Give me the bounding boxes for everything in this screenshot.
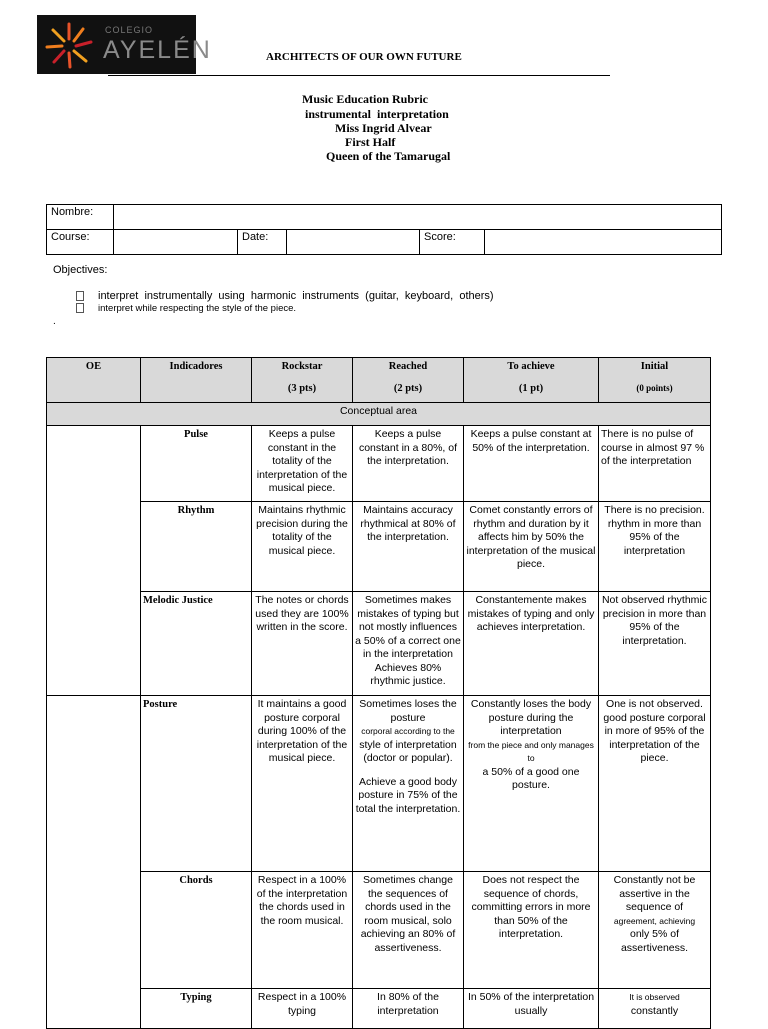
cell-reached: Maintains accuracy rhythmical at 80% of the interpretation.: [353, 502, 464, 592]
area-row: [47, 403, 711, 426]
objective-item: interpret instrumentally using harmonic instruments (guitar, keyboard, others): [76, 290, 494, 302]
score-field[interactable]: [485, 230, 722, 255]
cell-reached: Keeps a pulse constant in a 80%, of the interpretation.: [353, 426, 464, 502]
cell-initial: It is observed constantly: [599, 989, 711, 1029]
cell-initial: There is no precision. rhythm in more than 95% of the interpretation: [599, 502, 711, 592]
cell-to-achieve: Comet constantly errors of rhythm and duration by it affects him by 50% the interpretation of the musical piece.: [464, 502, 599, 592]
bullet-icon: [76, 291, 84, 301]
cell-to-achieve: Constantly loses the body posture during the interpretation from the piece and only manages to a 50% of a good one posture.: [464, 696, 599, 872]
area-label: Conceptual area: [47, 403, 711, 426]
header-to-achieve: To achieve (1 pt): [464, 358, 599, 403]
cell-initial: There is no pulse of course in almost 97 % of the interpretation: [599, 426, 711, 502]
indicator-posture: Posture: [141, 696, 252, 872]
table-row: [47, 426, 711, 502]
course-field[interactable]: [114, 230, 238, 255]
cell-rockstar: It maintains a good posture corporal during 100% of the interpretation of the musical piece.: [252, 696, 353, 872]
motto: ARCHITECTS OF OUR OWN FUTURE: [266, 51, 462, 63]
course-label: Course:: [47, 230, 114, 255]
logo-name: AYELÉN: [103, 36, 212, 64]
oe-cell: [47, 696, 141, 1029]
title-line-1: Music Education Rubric: [302, 92, 429, 106]
cell-reached: Sometimes makes mistakes of typing but not mostly influences a 50% of a correct one in the interpretation Achieves 80% rhythmic justice.: [353, 592, 464, 696]
title-line-3: Miss Ingrid Alvear: [335, 121, 432, 135]
header-initial: Initial (0 points): [599, 358, 711, 403]
header-rule: [108, 75, 610, 76]
logo-caption: COLEGIO: [105, 25, 154, 35]
date-label: Date:: [238, 230, 287, 255]
school-logo: [37, 15, 212, 74]
title-line-5: Queen of the Tamarugal: [326, 149, 451, 163]
sunburst-icon: [43, 20, 95, 70]
header-oe: OE: [47, 358, 141, 403]
rubric-table: [46, 357, 711, 1029]
cell-initial: Not observed rhythmic precision in more than 95% of the interpretation.: [599, 592, 711, 696]
header-rockstar: Rockstar (3 pts): [252, 358, 353, 403]
cell-reached: Sometimes loses the posture corporal according to the style of interpretation (doctor or popular). Achieve a good body posture in 75% of the total the interpretation.: [353, 696, 464, 872]
cell-initial: One is not observed. good posture corporal in more of 95% of the interpretation of the piece.: [599, 696, 711, 872]
objectives-label: Objectives:: [53, 264, 108, 276]
header-indicadores: Indicadores: [141, 358, 252, 403]
bullet-icon: [76, 303, 84, 313]
table-row: [47, 592, 711, 696]
student-info-table: [46, 204, 722, 255]
table-row: [47, 502, 711, 592]
cell-rockstar: Maintains rhythmic precision during the totality of the musical piece.: [252, 502, 353, 592]
oe-cell: [47, 426, 141, 696]
title-line-4: First Half: [345, 135, 396, 149]
header-reached: Reached (2 pts): [353, 358, 464, 403]
indicator-typing: Typing: [141, 989, 252, 1029]
cell-to-achieve: Does not respect the sequence of chords, committing errors in more than 50% of the interpretation.: [464, 872, 599, 989]
nombre-label: Nombre:: [47, 205, 114, 230]
table-row: [47, 696, 711, 872]
indicator-chords: Chords: [141, 872, 252, 989]
cell-reached: Sometimes change the sequences of chords used in the room musical, solo achieving an 80% of assertiveness.: [353, 872, 464, 989]
rubric-header-row: [47, 358, 711, 403]
cell-to-achieve: Constantemente makes mistakes of typing and only achieves interpretation.: [464, 592, 599, 696]
cell-rockstar: Respect in a 100% typing: [252, 989, 353, 1029]
table-row: [47, 872, 711, 989]
title-line-2: instrumental interpretation: [305, 107, 449, 121]
cell-initial: Constantly not be assertive in the sequence of agreement, achieving only 5% of assertiveness.: [599, 872, 711, 989]
cell-to-achieve: Keeps a pulse constant at 50% of the interpretation.: [464, 426, 599, 502]
score-label: Score:: [420, 230, 485, 255]
cell-to-achieve: In 50% of the interpretation usually: [464, 989, 599, 1029]
table-row: [47, 989, 711, 1029]
cell-reached: In 80% of the interpretation: [353, 989, 464, 1029]
cell-rockstar: The notes or chords used they are 100% written in the score.: [252, 592, 353, 696]
indicator-pulse: Pulse: [141, 426, 252, 502]
indicator-rhythm: Rhythm: [141, 502, 252, 592]
objective-item: interpret while respecting the style of the piece.: [76, 303, 296, 314]
date-field[interactable]: [287, 230, 420, 255]
nombre-field[interactable]: [114, 205, 722, 230]
cell-rockstar: Respect in a 100% of the interpretation the chords used in the room musical.: [252, 872, 353, 989]
stray-dot: .: [53, 316, 56, 327]
cell-rockstar: Keeps a pulse constant in the totality of the interpretation of the musical piece.: [252, 426, 353, 502]
indicator-melodic-justice: Melodic Justice: [141, 592, 252, 696]
